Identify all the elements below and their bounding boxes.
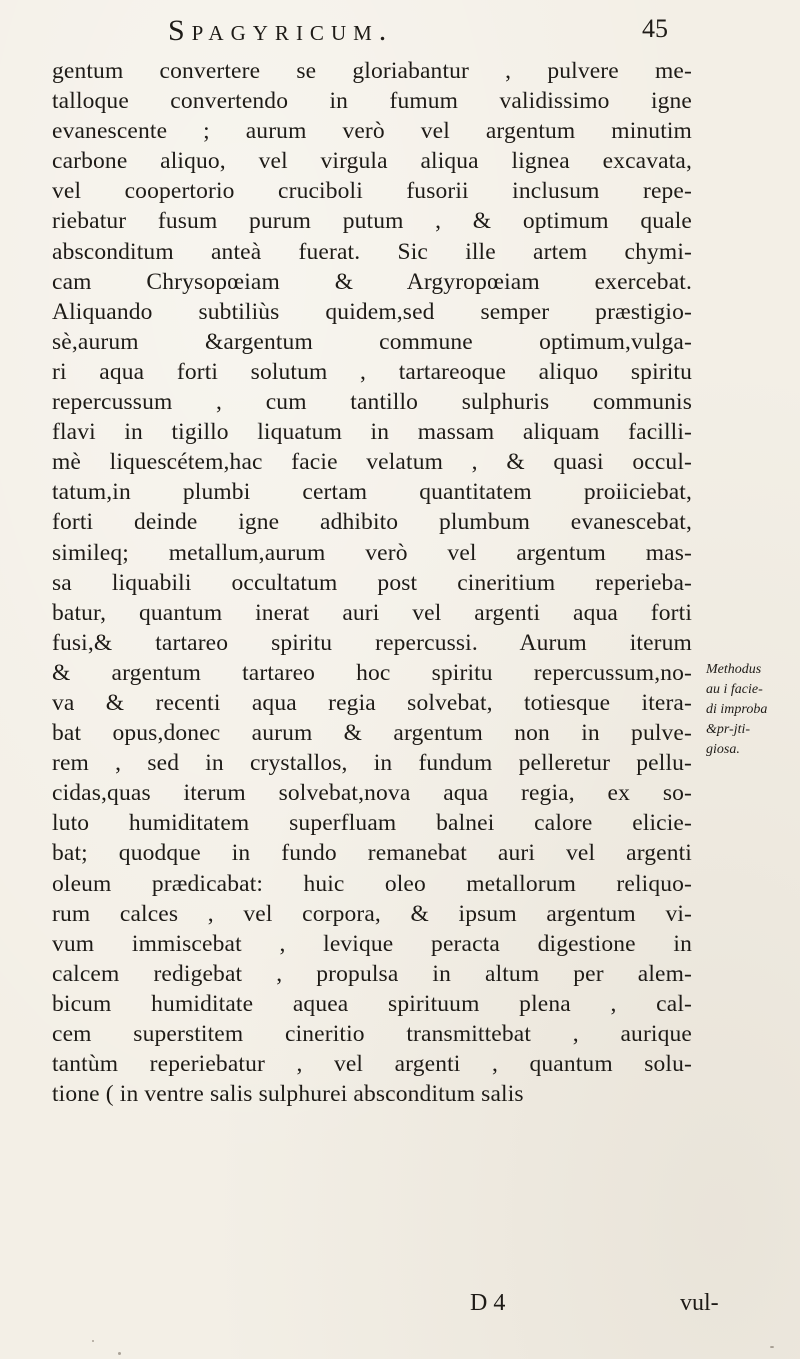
margin-note-line: giosa. bbox=[706, 742, 740, 757]
ink-speck bbox=[770, 1346, 774, 1348]
text-line: bat; quodque in fundo remanebat auri vel argenti bbox=[52, 840, 692, 867]
text-line: forti deinde igne adhibito plumbum evanescebat, bbox=[52, 509, 692, 536]
margin-note bbox=[706, 660, 798, 760]
text-line: & argentum tartareo hoc spiritu repercussum,no- bbox=[52, 659, 692, 686]
running-title: Spagyricum. bbox=[168, 14, 394, 47]
ink-speck bbox=[118, 1352, 121, 1355]
ink-speck bbox=[92, 1340, 94, 1342]
page-number: 45 bbox=[642, 14, 668, 43]
text-line: gentum convertere se gloriabantur , pulvere me- bbox=[52, 58, 692, 84]
text-line: fusi,& tartareo spiritu repercussi. Aurum iterum bbox=[52, 629, 692, 656]
text-line: rum calces , vel corpora, & ipsum argentum vi- bbox=[52, 900, 692, 927]
text-line: absconditum anteà fuerat. Sic ille artem chymi- bbox=[52, 238, 692, 265]
text-line: tatum,in plumbi certam quantitatem proiiciebat, bbox=[52, 479, 692, 506]
text-line: tantùm reperiebatur , vel argenti , quantum solu- bbox=[52, 1051, 692, 1078]
text-line: rem , sed in crystallos, in fundum pelleretur pellu- bbox=[52, 750, 692, 777]
text-line: talloque convertendo in fumum validissimo igne bbox=[52, 88, 692, 115]
margin-note-line: Methodus bbox=[706, 662, 762, 677]
catchword: vul- bbox=[680, 1290, 719, 1316]
text-line: cidas,quas iterum solvebat,nova aqua regia, ex so- bbox=[52, 780, 692, 807]
text-line: flavi in tigillo liquatum in massam aliquam facilli- bbox=[52, 419, 692, 446]
text-line: tione ( in ventre salis sulphurei absconditum salis bbox=[52, 1081, 524, 1108]
text-line: evanescente ; aurum verò vel argentum minutim bbox=[52, 118, 692, 145]
text-line: calcem redigebat , propulsa in altum per alem- bbox=[52, 960, 692, 987]
text-line: sa liquabili occultatum post cineritium reperieba- bbox=[52, 569, 692, 596]
text-line: similеq; metallum,aurum verò vel argentum mas- bbox=[52, 539, 692, 566]
text-line: bicum humiditate aquea spirituum plena , cal- bbox=[52, 990, 692, 1017]
text-line: ri aqua forti solutum , tartareoque aliquo spiritu bbox=[52, 358, 692, 385]
text-line: Aliquando subtiliùs quidem,sed semper præstigio- bbox=[52, 298, 692, 325]
margin-note-line: di improba bbox=[706, 702, 768, 717]
text-line: luto humiditatem superfluam balnei calore elicie- bbox=[52, 810, 692, 837]
signature-mark: D 4 bbox=[470, 1290, 506, 1316]
text-line: carbone aliquo, vel virgula aliqua lignea excavata, bbox=[52, 148, 692, 175]
text-line: repercussum , cum tantillo sulphuris communis bbox=[52, 389, 692, 416]
margin-note-line: &pr-jti- bbox=[706, 722, 751, 737]
margin-note-line: au i facie- bbox=[706, 682, 763, 697]
text-line: mè liquescétem,hac facie velatum , & quasi occul- bbox=[52, 449, 692, 476]
text-line: sè,aurum &argentum commune optimum,vulga- bbox=[52, 328, 692, 355]
page-footer bbox=[470, 1290, 770, 1322]
body-text bbox=[52, 56, 692, 1109]
running-head bbox=[168, 14, 688, 54]
text-line: riebatur fusum purum putum , & optimum quale bbox=[52, 208, 692, 235]
text-line: vum immiscebat , levique peracta digestione in bbox=[52, 930, 692, 957]
text-line: cem superstitem cineritio transmittebat , aurique bbox=[52, 1021, 692, 1047]
text-line: va & recenti aqua regia solvebat, totiesque itera- bbox=[52, 689, 692, 716]
text-line: cam Chrysopœiam & Argyropœiam exercebat. bbox=[52, 268, 692, 295]
text-line: bat opus,donec aurum & argentum non in pulve- bbox=[52, 720, 692, 747]
text-line: batur, quantum inerat auri vel argenti aqua forti bbox=[52, 599, 692, 626]
text-line: oleum prædicabat: huic oleo metallorum reliquo- bbox=[52, 870, 692, 897]
text-line: vel coopertorio cruciboli fusorii inclusum repe- bbox=[52, 178, 692, 205]
